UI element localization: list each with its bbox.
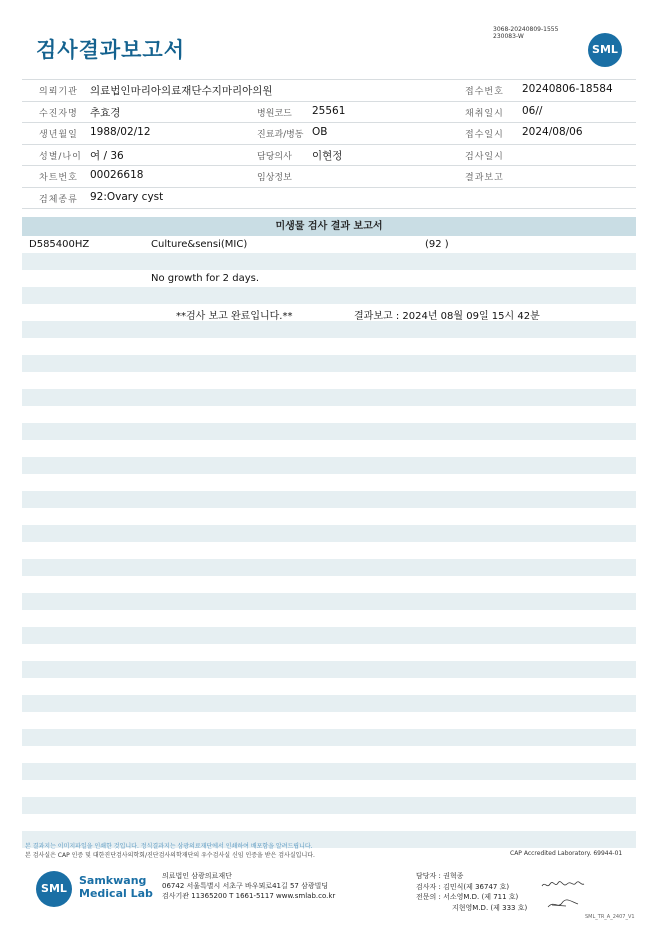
brand-name <box>79 874 153 900</box>
report-complete-note: **검사 보고 완료입니다.** <box>176 311 293 322</box>
info-label: 성별/나이 <box>39 151 82 162</box>
info-label: 의뢰기관 <box>39 87 78 97</box>
info-value: 추효경 <box>90 106 121 119</box>
info-value: 이현정 <box>312 149 343 162</box>
result-stripe <box>22 253 636 270</box>
info-row <box>22 123 636 145</box>
page-title: 검사결과보고서 <box>36 38 186 62</box>
result-stripe <box>22 729 636 746</box>
info-row <box>22 145 636 167</box>
info-label: 진료과/병동 <box>257 130 304 140</box>
info-value: 의료법인마리아의료재단수지마리아의원 <box>90 85 273 97</box>
info-label: 접수번호 <box>465 87 504 97</box>
info-value: 1988/02/12 <box>90 126 151 138</box>
culture-finding: No growth for 2 days. <box>151 273 260 284</box>
info-label: 병원코드 <box>257 108 292 119</box>
result-stripe <box>22 355 636 372</box>
signature-tester-icon <box>541 880 585 890</box>
staff-specialist-1: 전문의 : 서소영M.D. (제 711 호) <box>416 893 519 901</box>
info-label: 접수일시 <box>465 130 504 140</box>
results-section-title: 미생물 검사 결과 보고서 <box>22 217 636 236</box>
result-stripe <box>22 389 636 406</box>
brand-line2: Medical Lab <box>79 887 153 900</box>
document-code-line2: 230083-W <box>493 33 524 40</box>
result-stripe <box>22 321 636 338</box>
result-stripe <box>22 661 636 678</box>
info-value: 92:Ovary cyst <box>90 190 164 203</box>
info-value: 2024/08/06 <box>522 126 583 138</box>
result-stripe <box>22 797 636 814</box>
sml-footer-logo-text: SML <box>41 882 67 895</box>
report-time: 결과보고 : 2024년 08월 09일 15시 42분 <box>354 311 540 322</box>
staff-tester: 검사자 : 김민식(제 36747 호) <box>416 882 510 891</box>
info-label: 검사일시 <box>465 151 504 162</box>
organization-info <box>162 871 335 901</box>
info-value: 20240806-18584 <box>522 83 613 95</box>
result-stripe <box>22 559 636 576</box>
info-value: 06// <box>522 104 543 117</box>
brand-line1: Samkwang <box>79 874 147 887</box>
info-label: 채취일시 <box>465 108 504 119</box>
info-label: 담당의사 <box>257 151 292 162</box>
result-stripe <box>22 763 636 780</box>
document-code-line1: 3068-20240809-1555 <box>493 26 559 33</box>
test-code: D585400HZ <box>29 239 90 250</box>
info-value: 25561 <box>312 104 346 117</box>
info-row <box>22 79 636 102</box>
info-row <box>22 102 636 124</box>
result-stripe <box>22 491 636 508</box>
result-stripe <box>22 525 636 542</box>
specimen-code: (92 ) <box>425 239 449 250</box>
result-stripe <box>22 423 636 440</box>
sml-logo <box>588 33 622 67</box>
staff-manager: 담당자 : 권혁종 <box>416 872 464 880</box>
result-stripe <box>22 457 636 474</box>
info-label: 임상정보 <box>257 173 292 183</box>
document-code <box>493 26 558 40</box>
test-name: Culture&sensi(MIC) <box>151 239 248 250</box>
result-stripe <box>22 695 636 712</box>
result-stripe <box>22 287 636 304</box>
info-value: 00026618 <box>90 169 144 181</box>
result-stripe <box>22 593 636 610</box>
org-address: 06742 서울특별시 서초구 바우뫼로41길 57 삼광빌딩 <box>162 882 329 890</box>
result-stripe <box>22 627 636 644</box>
patient-info-table <box>22 79 636 209</box>
cap-accreditation: CAP Accredited Laboratory. 69944-01 <box>510 850 623 857</box>
sml-footer-logo <box>36 871 72 907</box>
disclaimer-accreditation: 본 검사실은 CAP 인증 및 대한진단검사의학회/진단검사의학재단의 우수검사실 신임 인증을 받은 검사실입니다. <box>25 852 315 859</box>
info-value: 여 / 36 <box>90 149 124 162</box>
staff-specialist-2: 지현영M.D. (제 333 호) <box>452 903 528 912</box>
form-code: SML_TR_A_2407_V1 <box>585 914 635 920</box>
signature-specialist-icon <box>546 898 580 910</box>
info-label: 결과보고 <box>465 173 504 183</box>
disclaimer-print: 본 결과지는 이미지파일을 인쇄한 것입니다. 정식결과지는 삼광의료재단에서 인쇄하여 배포함을 알려드립니다. <box>25 843 313 850</box>
info-label: 검체종류 <box>39 194 78 205</box>
info-value: OB <box>312 126 328 138</box>
info-label: 차트번호 <box>39 173 78 183</box>
sml-logo-text: SML <box>592 43 618 56</box>
info-label: 수진자명 <box>39 108 78 119</box>
org-contact: 검사기관 11365200 T 1661-5117 www.smlab.co.kr <box>162 892 336 900</box>
info-label: 생년월일 <box>39 130 78 140</box>
org-name: 의료법인 삼광의료재단 <box>162 872 232 880</box>
staff-info <box>416 871 527 913</box>
info-row <box>22 188 636 210</box>
info-row <box>22 166 636 188</box>
